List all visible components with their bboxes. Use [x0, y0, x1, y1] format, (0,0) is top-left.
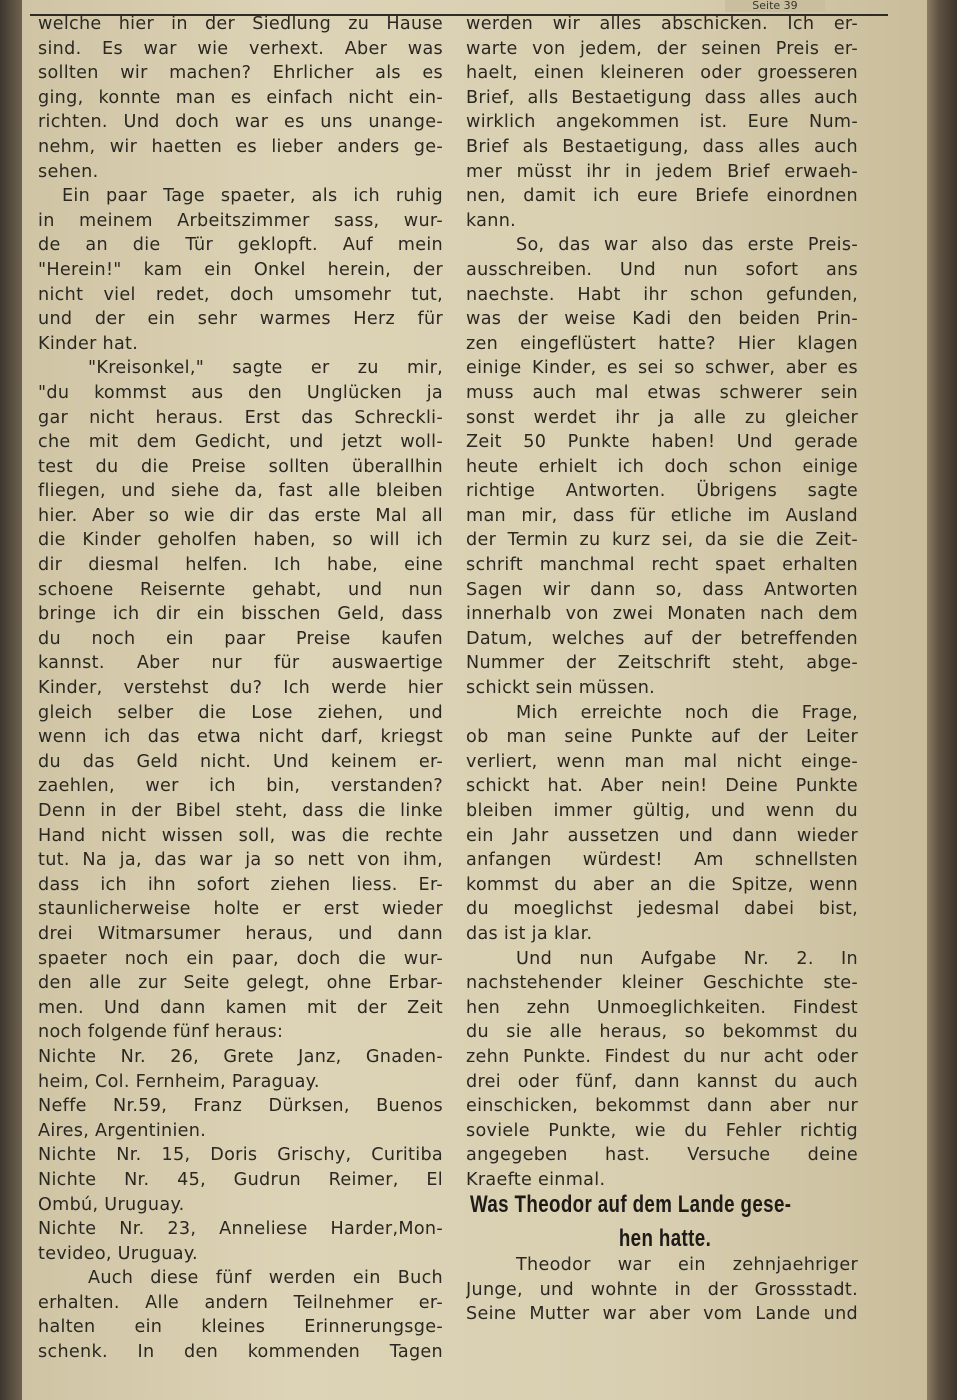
text-line: test du die Preise sollten überallhin: [38, 456, 443, 477]
text-line: Aires, Argentinien.: [38, 1120, 207, 1141]
text-line: sehen.: [38, 161, 99, 182]
text-line: die Kinder geholfen haben, so will ich: [38, 530, 443, 551]
text-line: nehm, wir haetten es lieber anders ge-: [38, 136, 443, 157]
text-line: che mit dem Gedicht, und jetzt woll-: [38, 432, 443, 453]
text-line: heute erhielt ich doch schon einige: [466, 456, 858, 477]
text-line: ausschreiben. Und nun sofort ans: [466, 259, 858, 280]
text-line: spaeter noch ein paar, doch die wur-: [38, 948, 443, 969]
text-line: mer müsst ihr in jedem Brief erwaeh-: [466, 161, 858, 182]
text-line: tevideo, Uruguay.: [38, 1243, 198, 1264]
text-line: Nichte Nr. 26, Grete Janz, Gnaden-: [38, 1046, 443, 1067]
text-line: Neffe Nr.59, Franz Dürksen, Buenos: [38, 1096, 443, 1117]
text-line: kann.: [466, 210, 517, 231]
text-line: nachstehender kleiner Geschichte ste-: [466, 973, 858, 994]
text-line: halten ein kleines Erinnerungsge-: [38, 1317, 443, 1338]
text-line: Zeit 50 Punkte haben! Und gerade: [466, 432, 858, 453]
text-line: Kinder, verstehst du? Ich werde hier: [38, 678, 443, 699]
text-line: "du kommst aus den Unglücken ja: [38, 382, 443, 403]
text-line: zaehlen, wer ich bin, verstanden?: [38, 776, 443, 797]
text-line: einschicken, bekommst dann aber nur: [466, 1096, 858, 1117]
text-line: das ist ja klar.: [466, 923, 593, 944]
text-line: warte von jedem, der seinen Preis er-: [466, 38, 858, 59]
left-column: [38, 12, 443, 1365]
text-line: sonst werdet ihr ja alle zu gleicher: [466, 407, 858, 428]
text-line: du moeglichst jedesmal dabei bist,: [466, 899, 858, 920]
text-line: bleiben immer gültig, und wenn du: [466, 801, 858, 821]
text-line: verliert, wenn man mal nicht einge-: [466, 751, 858, 772]
story-heading: [470, 1188, 792, 1256]
text-line: schoene Reisernte gehabt, und nun: [38, 579, 443, 600]
text-line: Mich erreichte noch die Frage,: [516, 702, 858, 723]
text-line: dir diesmal helfen. Ich habe, eine: [38, 555, 443, 576]
right-column: [466, 12, 858, 1193]
text-line: du das Geld nicht. Und keinem er-: [38, 751, 443, 772]
text-line: drei Witmarsumer heraus, und dann: [38, 923, 443, 944]
text-line: gar nicht heraus. Erst das Schreckli-: [38, 407, 443, 428]
text-line: Datum, welches auf der betreffenden: [466, 628, 858, 649]
text-line: "Herein!" kam ein Onkel herein, der: [38, 259, 443, 280]
heading-line-2: hen hatte.: [618, 1225, 712, 1252]
text-line: Auch diese fünf werden ein Buch: [88, 1268, 443, 1289]
text-line: Kraefte einmal.: [466, 1169, 606, 1190]
heading-line-1: Was Theodor auf dem Lande gese-: [470, 1191, 792, 1218]
text-line: Nichte Nr. 45, Gudrun Reimer, El: [38, 1169, 443, 1190]
text-line: und der ein sehr warmes Herz für: [38, 309, 443, 330]
text-line: der Termin zu kurz sei, da sie die Zeit-: [466, 530, 858, 551]
text-line: fliegen, und siehe da, fast alle bleiben: [38, 481, 443, 502]
text-line: men. Und dann kamen mit der Zeit: [38, 997, 443, 1018]
text-line: Sagen wir dann so, dass Antworten: [466, 579, 858, 600]
text-line: Theodor war ein zehnjaehriger: [516, 1255, 858, 1275]
text-line: muss auch mal etwas schwerer sein: [466, 382, 858, 403]
text-line: schrift manchmal recht spaet erhalten: [466, 555, 858, 576]
text-line: in meinem Arbeitszimmer sass, wur-: [38, 210, 443, 231]
text-line: noch folgende fünf heraus:: [38, 1022, 284, 1043]
story-text: [466, 1253, 858, 1327]
text-line: de an die Tür geklopft. Auf mein: [38, 235, 443, 256]
text-line: sind. Es war wie verhext. Aber was: [38, 38, 443, 59]
text-line: drei oder fünf, dann kannst du auch: [466, 1071, 858, 1092]
page-number: Seite 39: [725, 0, 825, 12]
text-line: ging, konnte man es einfach nicht ein-: [38, 87, 443, 108]
text-line: staunlicherweise holte er erst wieder: [38, 899, 443, 920]
text-line: Kinder hat.: [38, 333, 139, 354]
text-line: hier. Aber so wie dir das erste Mal all: [38, 505, 443, 526]
text-line: Nichte Nr. 23, Anneliese Harder,Mon-: [38, 1219, 443, 1240]
text-line: "Kreisonkel," sagte er zu mir,: [88, 358, 443, 379]
text-line: du sie alle heraus, so bekommst du: [466, 1022, 858, 1043]
text-line: dass ich ihn sofort ziehen liess. Er-: [38, 874, 443, 895]
text-line: den alle zur Seite gelegt, ohne Erbar-: [38, 973, 443, 994]
text-line: bringe ich dir ein bisschen Geld, dass: [38, 604, 443, 625]
text-line: Ein paar Tage spaeter, als ich ruhig: [62, 186, 443, 207]
text-line: Brief als Bestaetigung, dass alles auch: [466, 136, 858, 157]
text-line: ein Jahr aussetzen und dann wieder: [466, 825, 858, 846]
text-line: richten. Und doch war es uns unange-: [38, 112, 443, 133]
text-line: zen eingeflüstert hatte? Hier klagen: [466, 333, 858, 354]
text-line: Ombú, Uruguay.: [38, 1194, 185, 1215]
text-line: schenk. In den kommenden Tagen: [38, 1342, 443, 1363]
text-line: welche hier in der Siedlung zu Hause: [38, 14, 443, 34]
text-line: zehn Punkte. Findest du nur acht oder: [466, 1046, 858, 1067]
text-line: soviele Punkte, wie du Fehler richtig: [466, 1120, 858, 1141]
text-line: So, das war also das erste Preis-: [516, 235, 858, 256]
text-line: schickt hat. Aber nein! Deine Punkte: [466, 776, 858, 797]
binding-spine: [927, 0, 957, 1400]
text-line: erhalten. Alle andern Teilnehmer er-: [38, 1292, 443, 1313]
text-line: einige Kinder, es sei so schwer, aber es: [466, 358, 858, 379]
text-line: heim, Col. Fernheim, Paraguay.: [38, 1071, 320, 1092]
text-line: was der weise Kadi den beiden Prin-: [466, 309, 858, 330]
text-line: Nummer der Zeitschrift steht, abge-: [466, 653, 858, 674]
text-line: man mir, dass für etliche im Ausland: [466, 505, 858, 526]
text-line: Junge, und wohnte in der Grossstadt.: [466, 1279, 858, 1300]
text-line: Seine Mutter war aber vom Lande und: [466, 1304, 858, 1325]
text-line: hen zehn Unmoeglichkeiten. Findest: [466, 997, 858, 1018]
text-line: angegeben hast. Versuche deine: [466, 1145, 858, 1166]
text-line: kommst du aber an die Spitze, wenn: [466, 874, 858, 895]
text-line: Brief, alls Bestaetigung dass alles auch: [466, 87, 858, 108]
text-line: Und nun Aufgabe Nr. 2. In: [516, 948, 858, 969]
text-line: innerhalb von zwei Monaten nach dem: [466, 604, 858, 625]
text-line: haelt, einen kleineren oder groesseren: [466, 63, 858, 84]
page-left-edge: [0, 0, 22, 1400]
text-line: nicht viel redet, doch umsomehr tut,: [38, 284, 443, 305]
text-line: Denn in der Bibel steht, dass die linke: [38, 801, 443, 821]
text-line: richtige Antworten. Übrigens sagte: [466, 481, 858, 502]
text-line: schickt sein müssen.: [466, 678, 656, 699]
text-line: Nichte Nr. 15, Doris Grischy, Curitiba: [38, 1145, 443, 1166]
text-line: gleich selber die Lose ziehen, und: [38, 702, 443, 723]
text-line: kannst. Aber nur für auswaertige: [38, 653, 443, 674]
text-line: du noch ein paar Preise kaufen: [38, 628, 443, 649]
text-line: wirklich angekommen ist. Eure Num-: [466, 112, 858, 133]
text-line: nen, damit ich eure Briefe einordnen: [466, 186, 858, 207]
text-line: anfangen würdest! Am schnellsten: [466, 850, 858, 871]
text-line: werden wir alles abschicken. Ich er-: [466, 14, 858, 34]
text-line: sollten wir machen? Ehrlicher als es: [38, 63, 443, 84]
text-line: Hand nicht wissen soll, was die rechte: [38, 825, 443, 846]
text-line: wenn ich das etwa nicht darf, kriegst: [38, 727, 443, 748]
text-line: tut. Na ja, das war ja so nett von ihm,: [38, 850, 443, 871]
text-line: naechste. Habt ihr schon gefunden,: [466, 284, 858, 305]
text-line: ob man seine Punkte auf der Leiter: [466, 727, 858, 748]
